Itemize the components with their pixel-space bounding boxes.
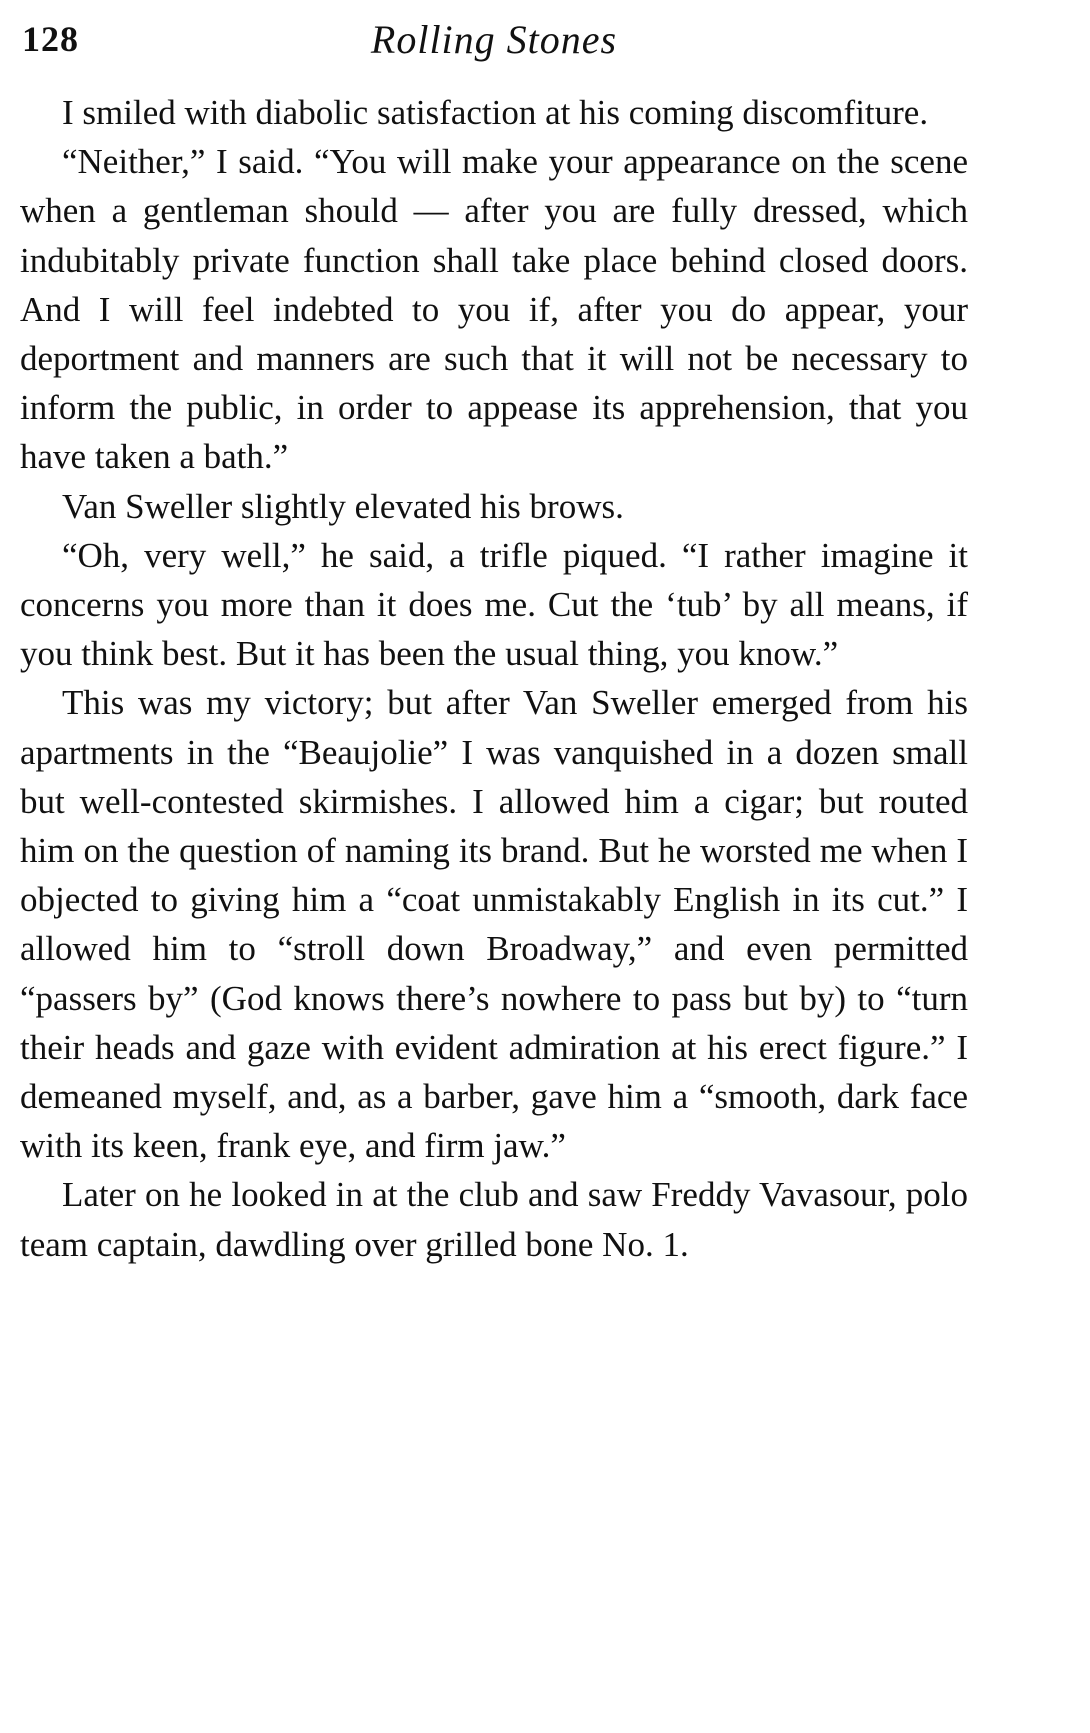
- paragraph: I smiled with diabolic satisfaction at his coming discomfiture.: [62, 93, 929, 132]
- page-header: [20, 12, 968, 70]
- paragraph: Van Sweller slightly elevated his brows.: [62, 486, 624, 526]
- paragraph: Later on he looked in at the club and saw Freddy Vavasour, polo team captain, dawdling over grilled bone No. 1.: [20, 1175, 968, 1264]
- page-number: 128: [22, 19, 79, 59]
- running-title: Rolling Stones: [370, 17, 618, 62]
- paragraph: This was my victory; but after Van Sweller emerged from his apartments in the “Beaujolie” I was vanquished in a dozen small but well-contested skirmishes. I allowed him a cigar; but routed him on the question of naming its brand. But he worsted me when I objected to giving him a “coat unmistakably English in its cut.” I allowed him to “stroll down Broadway,” and even permitted “passers by” (God knows there’s nowhere to pass but by) to “turn their heads and gaze with evident admiration at his erect figure.” I demeaned myself, and, as a barber, gave him a “smooth, dark face with its keen, frank eye, and firm jaw.”: [20, 683, 968, 1166]
- paragraph: “Oh, very well,” he said, a trifle piqued. “I rather imagine it concerns you more than it does me. Cut the ‘tub’ by all means, if you think best. But it has been the usual thing, you know.”: [20, 535, 968, 674]
- body-text: [20, 88, 968, 1269]
- paragraph: “Neither,” I said. “You will make your appearance on the scene when a gentleman should — after you are fully dressed, which indubitably private function shall take place behind closed doors. And I will feel indebted to you if, after you do appear, your deportment and manners are such that it will not be necessary to inform the public, in order to appease its apprehension, that you have taken a bath.”: [20, 142, 968, 477]
- book-page: [20, 12, 968, 1269]
